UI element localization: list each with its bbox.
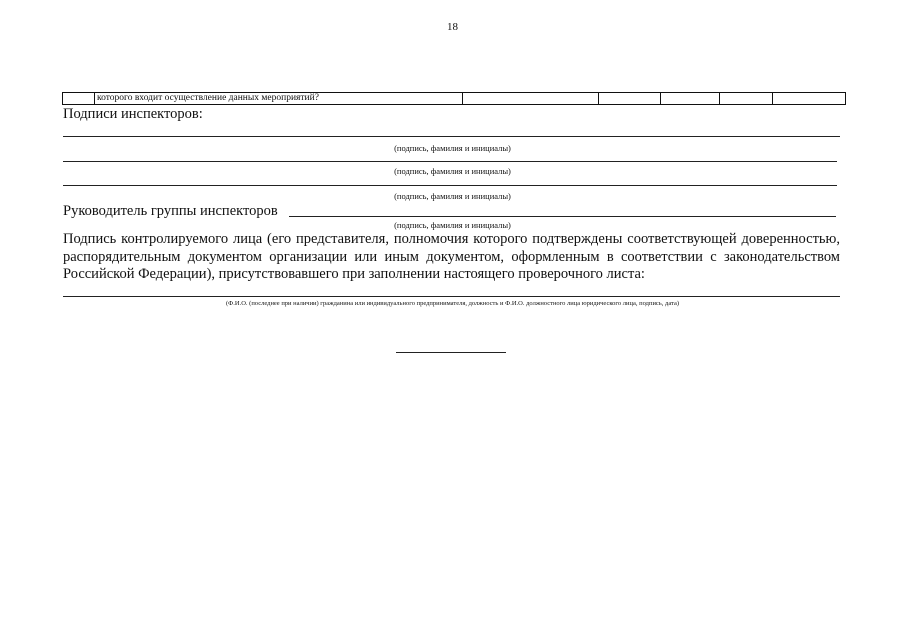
table-cell-requisites[interactable] <box>463 93 599 105</box>
controlled-person-text: Подпись контролируемого лица (его представителя, полномочия которого подтверждены соответствующей доверенностью, распорядительным документом организации или иным документом, оформленным в соответствии с законодательством Российской Федерации), присутствовавшего при заполнении настоящего проверочного листа: <box>63 231 840 282</box>
checklist-table-row <box>62 92 846 105</box>
table-cell-yes[interactable] <box>599 93 661 105</box>
inspector-signature-caption-2: (подпись, фамилия и инициалы) <box>394 166 511 176</box>
group-leader-signature-caption: (подпись, фамилия и инициалы) <box>394 220 511 230</box>
table-cell-no[interactable] <box>661 93 720 105</box>
table-cell-not-applicable[interactable] <box>720 93 773 105</box>
inspector-signature-line-2[interactable] <box>63 161 837 162</box>
inspectors-heading: Подписи инспекторов: <box>63 106 203 122</box>
closing-divider <box>396 352 506 353</box>
table-cell-question: которого входит осуществление данных мероприятий? <box>95 93 463 105</box>
inspector-signature-line-1[interactable] <box>63 136 840 137</box>
page-number: 18 <box>447 21 458 33</box>
table-row <box>63 93 846 105</box>
controlled-person-signature-line[interactable] <box>63 296 840 297</box>
inspector-signature-caption-1: (подпись, фамилия и инициалы) <box>394 143 511 153</box>
group-leader-label: Руководитель группы инспекторов <box>63 203 278 219</box>
inspector-signature-line-3[interactable] <box>63 185 837 186</box>
table-cell-note[interactable] <box>773 93 846 105</box>
inspector-signature-caption-3: (подпись, фамилия и инициалы) <box>394 191 511 201</box>
group-leader-signature-line[interactable] <box>289 216 836 217</box>
table-cell-number <box>63 93 95 105</box>
controlled-person-caption: (Ф.И.О. (последнее при наличии) гражданина или индивидуального предпринимателя, должность и Ф.И.О. должностного лица юридического лица, подпись, дата) <box>225 300 680 307</box>
